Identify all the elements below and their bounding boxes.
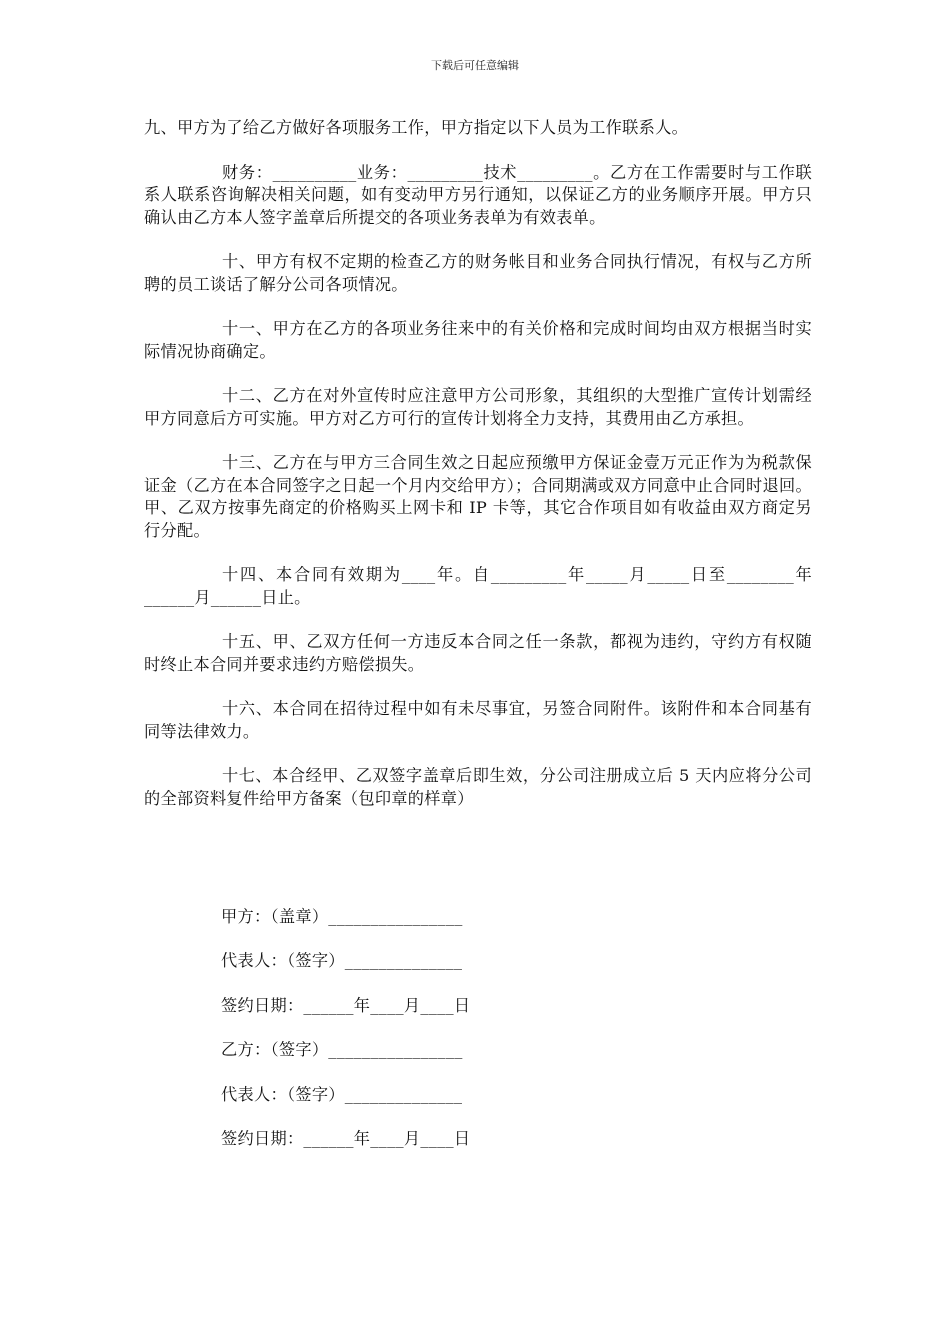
clause-10: 十、甲方有权不定期的检查乙方的财务帐目和业务合同执行情况，有权与乙方所聘的员工谈话了解分公司各项情况。 <box>144 252 812 294</box>
clause-12: 十二、乙方在对外宣传时应注意甲方公司形象，其组织的大型推广宣传计划需经甲方同意后方可实施。甲方对乙方可行的宣传计划将全力支持，其费用由乙方承担。 <box>144 386 812 428</box>
clause-13: 十三、乙方在与甲方三合同生效之日起应预缴甲方保证金壹万元正作为为税款保证金（乙方在本合同签字之日起一个月内交给甲方）；合同期满或双方同意中止合同时退回。甲、乙双方按事先商定的价格购买上网卡和 IP 卡等，其它合作项目如有收益由双方商定另行分配。 <box>144 453 812 540</box>
clause-14: 十四、本合同有效期为____年。自_________年_____月_____日至________年______月______日止。 <box>144 565 812 607</box>
clause-9: 九、甲方为了给乙方做好各项服务工作，甲方指定以下人员为工作联系人。 <box>144 118 689 137</box>
clause-15: 十五、甲、乙双方任何一方违反本合同之任一条款，都视为违约，守约方有权随时终止本合同并要求违约方赔偿损失。 <box>144 632 812 674</box>
clause-17: 十七、本合经甲、乙双签字盖章后即生效，分公司注册成立后 5 天内应将分公司的全部资料复件给甲方备案（包印章的样章） <box>144 766 812 808</box>
clause-16: 十六、本合同在招待过程中如有未尽事宜，另签合同附件。该附件和本合同基有同等法律效力。 <box>144 699 812 741</box>
signature-block <box>221 906 470 1172</box>
contract-body <box>144 117 812 832</box>
clause-9-contacts: 财务：__________业务：_________技术_________。乙方在工作需要时与工作联系人联系咨询解决相关问题，如有变动甲方另行通知，以保证乙方的业务顺序开展。甲方只确认由乙方本人签字盖章后所提交的各项业务表单为有效表单。 <box>144 162 812 227</box>
clause-11: 十一、甲方在乙方的各项业务往来中的有关价格和完成时间均由双方根据当时实际情况协商确定。 <box>144 319 812 361</box>
party-a-seal-line: 甲方：（盖章）________________ <box>221 907 463 926</box>
party-b-signature-line: 乙方：（签字）________________ <box>221 1040 463 1060</box>
party-b-date-line: 签约日期：______年____月____日 <box>221 1128 471 1148</box>
party-a-date-line: 签约日期：______年____月____日 <box>221 995 471 1015</box>
page-header-note: 下载后可任意编辑 <box>431 59 519 72</box>
party-a-representative-line: 代表人：（签字）______________ <box>221 951 463 971</box>
party-b-representative-line: 代表人：（签字）______________ <box>221 1084 463 1104</box>
